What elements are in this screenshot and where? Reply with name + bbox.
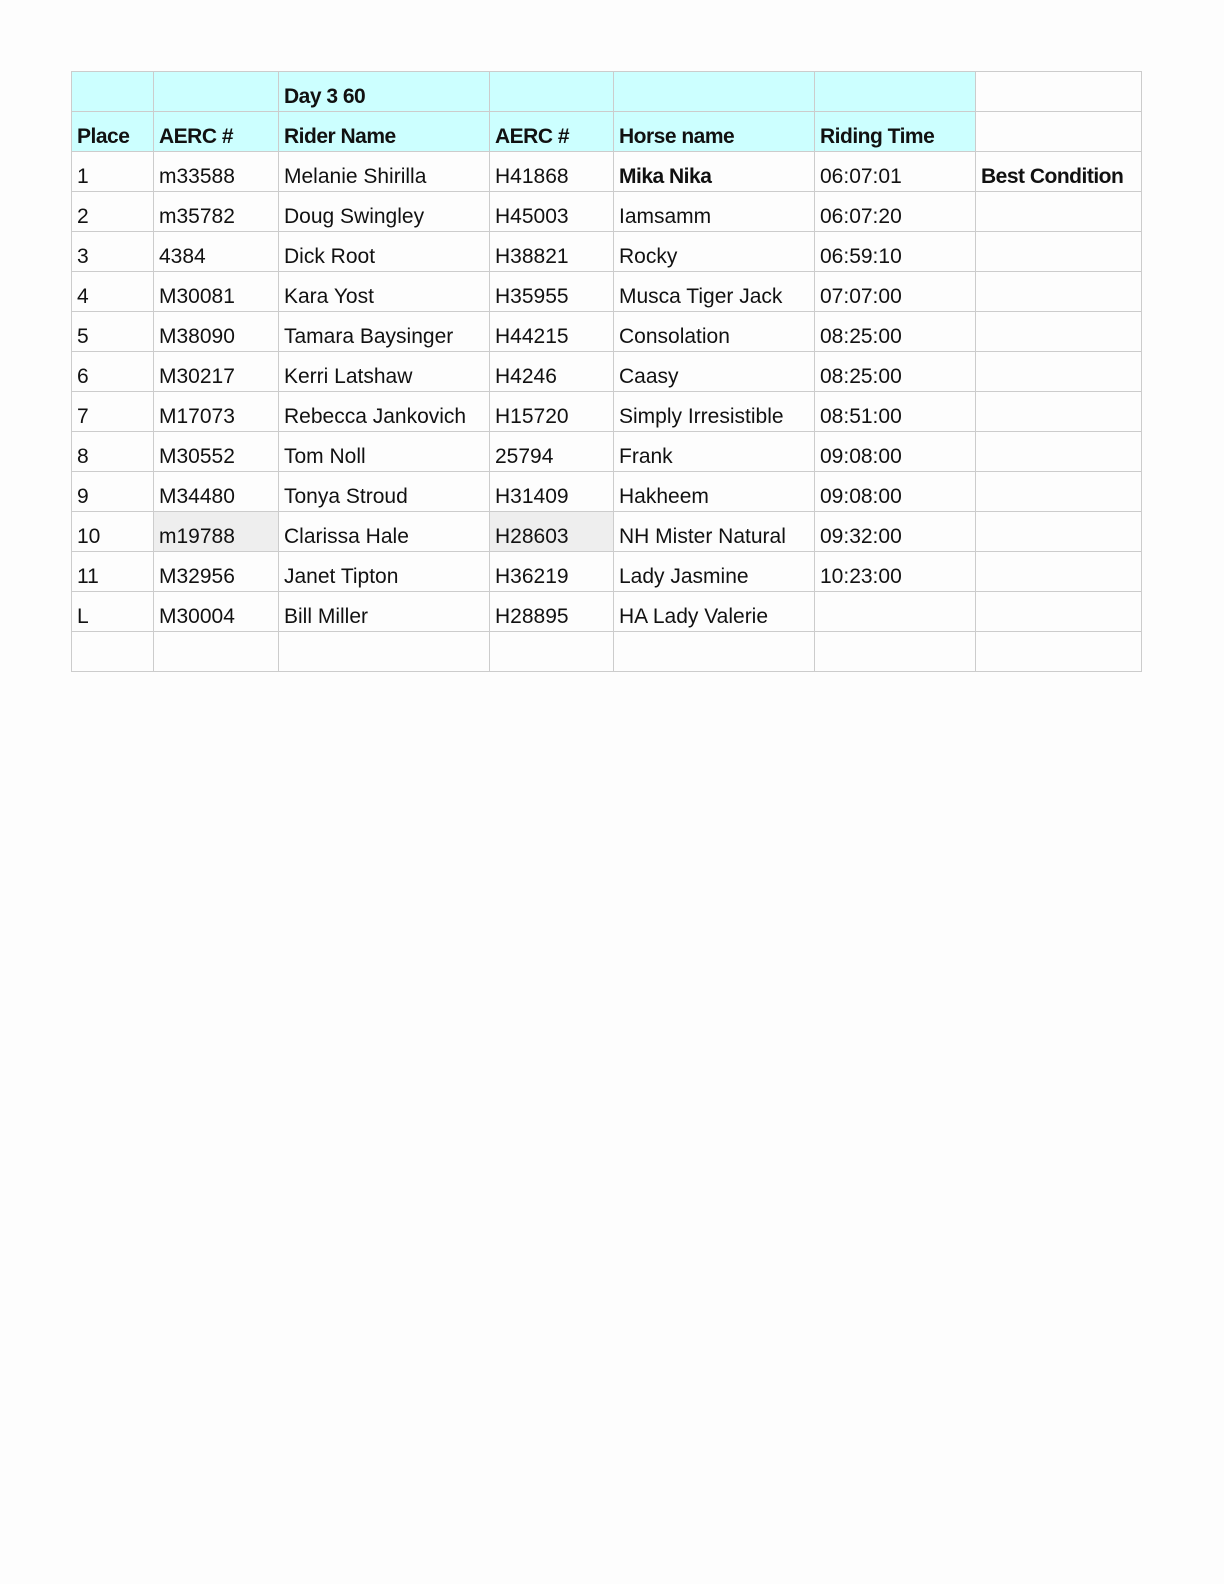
cell-rider-aerc[interactable]: m19788 <box>154 512 279 552</box>
cell-rider-name[interactable]: Rebecca Jankovich <box>279 392 490 432</box>
cell-award[interactable] <box>976 472 1142 512</box>
cell-award[interactable] <box>976 232 1142 272</box>
cell-horse-name[interactable]: Lady Jasmine <box>614 552 815 592</box>
cell-rider-name[interactable]: Dick Root <box>279 232 490 272</box>
cell-place[interactable]: 7 <box>72 392 154 432</box>
table-row <box>72 592 1142 632</box>
cell-riding-time[interactable]: 10:23:00 <box>815 552 976 592</box>
cell-rider-name[interactable]: Kerri Latshaw <box>279 352 490 392</box>
cell-place[interactable]: 1 <box>72 152 154 192</box>
cell-rider-name[interactable]: Doug Swingley <box>279 192 490 232</box>
table-row <box>72 392 1142 432</box>
cell-award[interactable] <box>976 392 1142 432</box>
cell-horse-name[interactable]: NH Mister Natural <box>614 512 815 552</box>
cell-rider-name[interactable]: Tamara Baysinger <box>279 312 490 352</box>
cell-horse-name[interactable] <box>614 632 815 672</box>
table-row <box>72 632 1142 672</box>
cell-place[interactable]: L <box>72 592 154 632</box>
cell-horse-aerc[interactable]: H4246 <box>490 352 614 392</box>
header-extra[interactable] <box>976 112 1142 152</box>
cell-place[interactable]: 5 <box>72 312 154 352</box>
cell-rider-name[interactable] <box>279 632 490 672</box>
cell-horse-aerc[interactable]: H31409 <box>490 472 614 512</box>
cell-place[interactable]: 3 <box>72 232 154 272</box>
table-row <box>72 232 1142 272</box>
title-cell-aerc-rider[interactable] <box>154 72 279 112</box>
cell-award[interactable] <box>976 272 1142 312</box>
cell-rider-aerc[interactable]: m35782 <box>154 192 279 232</box>
cell-rider-name[interactable]: Bill Miller <box>279 592 490 632</box>
title-cell-extra[interactable] <box>976 72 1142 112</box>
cell-horse-name[interactable]: Rocky <box>614 232 815 272</box>
cell-rider-aerc[interactable]: M30081 <box>154 272 279 312</box>
cell-horse-name[interactable]: Caasy <box>614 352 815 392</box>
table-row <box>72 432 1142 472</box>
cell-place[interactable]: 4 <box>72 272 154 312</box>
cell-riding-time[interactable] <box>815 632 976 672</box>
cell-riding-time[interactable]: 09:32:00 <box>815 512 976 552</box>
cell-horse-aerc[interactable]: H28895 <box>490 592 614 632</box>
table-row <box>72 352 1142 392</box>
cell-place[interactable]: 2 <box>72 192 154 232</box>
cell-horse-aerc[interactable]: H44215 <box>490 312 614 352</box>
cell-riding-time[interactable]: 06:59:10 <box>815 232 976 272</box>
cell-horse-aerc[interactable]: H35955 <box>490 272 614 312</box>
cell-horse-name[interactable]: Frank <box>614 432 815 472</box>
cell-rider-name[interactable]: Clarissa Hale <box>279 512 490 552</box>
cell-riding-time[interactable]: 08:25:00 <box>815 312 976 352</box>
cell-horse-aerc[interactable]: H15720 <box>490 392 614 432</box>
cell-horse-name[interactable]: Iamsamm <box>614 192 815 232</box>
header-rider-name[interactable]: Rider Name <box>279 112 490 152</box>
cell-place[interactable]: 10 <box>72 512 154 552</box>
cell-rider-aerc[interactable]: 4384 <box>154 232 279 272</box>
table-row <box>72 192 1142 232</box>
cell-rider-aerc[interactable]: M30004 <box>154 592 279 632</box>
cell-horse-aerc[interactable]: H28603 <box>490 512 614 552</box>
table-row <box>72 472 1142 512</box>
cell-riding-time[interactable]: 08:25:00 <box>815 352 976 392</box>
cell-rider-aerc[interactable]: M38090 <box>154 312 279 352</box>
cell-rider-aerc[interactable]: M17073 <box>154 392 279 432</box>
table-row <box>72 152 1142 192</box>
cell-horse-aerc[interactable]: H36219 <box>490 552 614 592</box>
cell-horse-aerc[interactable]: 25794 <box>490 432 614 472</box>
cell-rider-name[interactable]: Melanie Shirilla <box>279 152 490 192</box>
cell-horse-aerc[interactable] <box>490 632 614 672</box>
title-row <box>72 72 1142 112</box>
header-riding-time[interactable]: Riding Time <box>815 112 976 152</box>
cell-rider-name[interactable]: Kara Yost <box>279 272 490 312</box>
cell-place[interactable]: 6 <box>72 352 154 392</box>
cell-award[interactable] <box>976 592 1142 632</box>
cell-rider-aerc[interactable]: m33588 <box>154 152 279 192</box>
results-table <box>71 71 1142 672</box>
header-horse-aerc[interactable]: AERC # <box>490 112 614 152</box>
cell-horse-name[interactable]: Consolation <box>614 312 815 352</box>
cell-rider-name[interactable]: Tonya Stroud <box>279 472 490 512</box>
cell-horse-aerc[interactable]: H45003 <box>490 192 614 232</box>
table-row <box>72 552 1142 592</box>
cell-rider-aerc[interactable]: M34480 <box>154 472 279 512</box>
event-title[interactable]: Day 3 60 <box>279 72 490 112</box>
cell-award[interactable] <box>976 312 1142 352</box>
cell-riding-time[interactable]: 08:51:00 <box>815 392 976 432</box>
cell-rider-aerc[interactable] <box>154 632 279 672</box>
cell-award[interactable] <box>976 552 1142 592</box>
table-row <box>72 512 1142 552</box>
header-row <box>72 112 1142 152</box>
header-horse-name[interactable]: Horse name <box>614 112 815 152</box>
cell-horse-name[interactable]: Mika Nika <box>614 152 815 192</box>
table-row <box>72 272 1142 312</box>
title-cell-aerc-horse[interactable] <box>490 72 614 112</box>
cell-horse-aerc[interactable]: H41868 <box>490 152 614 192</box>
cell-place[interactable]: 9 <box>72 472 154 512</box>
cell-riding-time[interactable] <box>815 592 976 632</box>
cell-award[interactable] <box>976 432 1142 472</box>
cell-place[interactable] <box>72 632 154 672</box>
cell-riding-time[interactable]: 06:07:01 <box>815 152 976 192</box>
title-cell-place[interactable] <box>72 72 154 112</box>
cell-rider-aerc[interactable]: M32956 <box>154 552 279 592</box>
table-row <box>72 312 1142 352</box>
cell-horse-aerc[interactable]: H38821 <box>490 232 614 272</box>
cell-place[interactable]: 8 <box>72 432 154 472</box>
cell-award[interactable] <box>976 632 1142 672</box>
cell-horse-name[interactable]: Simply Irresistible <box>614 392 815 432</box>
cell-rider-name[interactable]: Janet Tipton <box>279 552 490 592</box>
title-cell-time[interactable] <box>815 72 976 112</box>
cell-riding-time[interactable]: 07:07:00 <box>815 272 976 312</box>
cell-place[interactable]: 11 <box>72 552 154 592</box>
header-place[interactable]: Place <box>72 112 154 152</box>
cell-award[interactable] <box>976 352 1142 392</box>
title-cell-horse[interactable] <box>614 72 815 112</box>
cell-rider-aerc[interactable]: M30217 <box>154 352 279 392</box>
cell-horse-name[interactable]: Hakheem <box>614 472 815 512</box>
cell-rider-name[interactable]: Tom Noll <box>279 432 490 472</box>
cell-riding-time[interactable]: 06:07:20 <box>815 192 976 232</box>
cell-award[interactable] <box>976 512 1142 552</box>
cell-horse-name[interactable]: HA Lady Valerie <box>614 592 815 632</box>
cell-riding-time[interactable]: 09:08:00 <box>815 432 976 472</box>
cell-rider-aerc[interactable]: M30552 <box>154 432 279 472</box>
cell-riding-time[interactable]: 09:08:00 <box>815 472 976 512</box>
cell-award[interactable]: Best Condition <box>976 152 1142 192</box>
cell-horse-name[interactable]: Musca Tiger Jack <box>614 272 815 312</box>
header-rider-aerc[interactable]: AERC # <box>154 112 279 152</box>
cell-award[interactable] <box>976 192 1142 232</box>
